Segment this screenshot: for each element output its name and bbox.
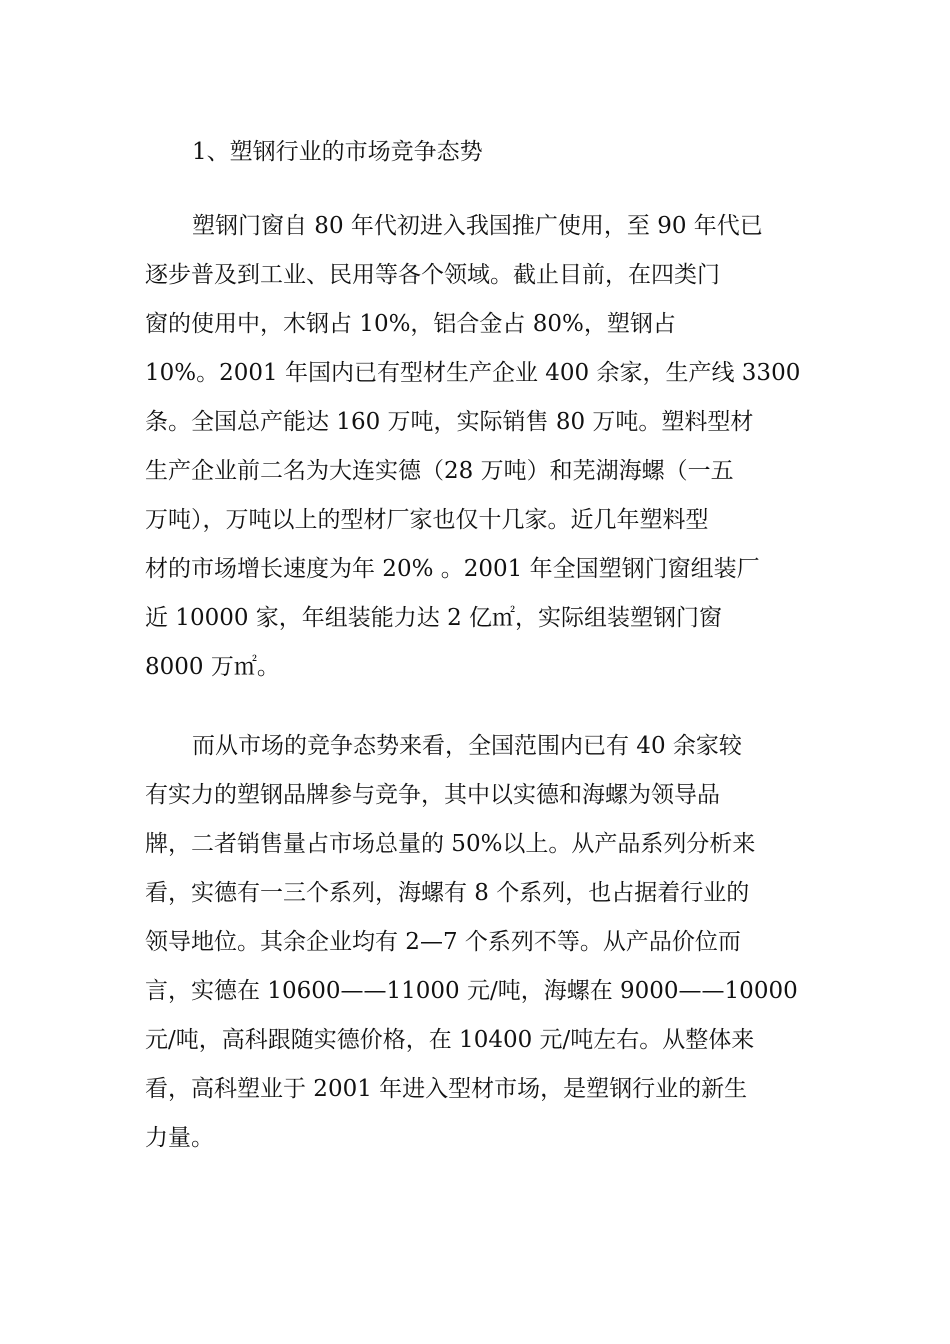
paragraph-line: 条。全国总产能达 160 万吨，实际销售 80 万吨。塑料型材	[145, 409, 754, 435]
paragraph-line: 看，高科塑业于 2001 年进入型材市场，是塑钢行业的新生	[145, 1076, 748, 1102]
paragraph-line: 力量。	[145, 1125, 214, 1151]
paragraph-line: 牌，二者销售量占市场总量的 50%以上。从产品系列分析来	[145, 831, 756, 857]
paragraph-line: 逐步普及到工业、民用等各个领域。截止目前，在四类门	[145, 262, 720, 288]
paragraph-line: 领导地位。其余企业均有 2—7 个系列不等。从产品价位而	[145, 929, 741, 955]
section-heading: 1、塑钢行业的市场竞争态势	[192, 139, 483, 165]
paragraph-competition	[145, 725, 798, 1166]
paragraph-line: 而从市场的竞争态势来看，全国范围内已有 40 余家较	[192, 733, 742, 759]
paragraph-market-overview	[145, 205, 800, 695]
paragraph-line: 近 10000 家，年组装能力达 2 亿㎡，实际组装塑钢门窗	[145, 605, 723, 631]
paragraph-line: 10%。2001 年国内已有型材生产企业 400 余家，生产线 3300	[145, 360, 801, 386]
paragraph-line: 生产企业前二名为大连实德（28 万吨）和芜湖海螺（一五	[145, 458, 734, 484]
paragraph-line: 窗的使用中，木钢占 10%，铝合金占 80%，塑钢占	[145, 311, 676, 337]
paragraph-line: 有实力的塑钢品牌参与竞争，其中以实德和海螺为领导品	[145, 782, 720, 808]
paragraph-line: 塑钢门窗自 80 年代初进入我国推广使用，至 90 年代已	[192, 213, 763, 239]
paragraph-line: 言，实德在 10600——11000 元/吨，海螺在 9000——10000	[145, 978, 798, 1004]
paragraph-line: 元/吨，高科跟随实德价格，在 10400 元/吨左右。从整体来	[145, 1027, 755, 1053]
paragraph-line: 万吨），万吨以上的型材厂家也仅十几家。近几年塑料型	[145, 507, 709, 533]
paragraph-line: 8000 万㎡。	[145, 654, 280, 680]
paragraph-line: 材的市场增长速度为年 20% 。2001 年全国塑钢门窗组装厂	[145, 556, 760, 582]
paragraph-line: 看，实德有一三个系列，海螺有 8 个系列，也占据着行业的	[145, 880, 750, 906]
